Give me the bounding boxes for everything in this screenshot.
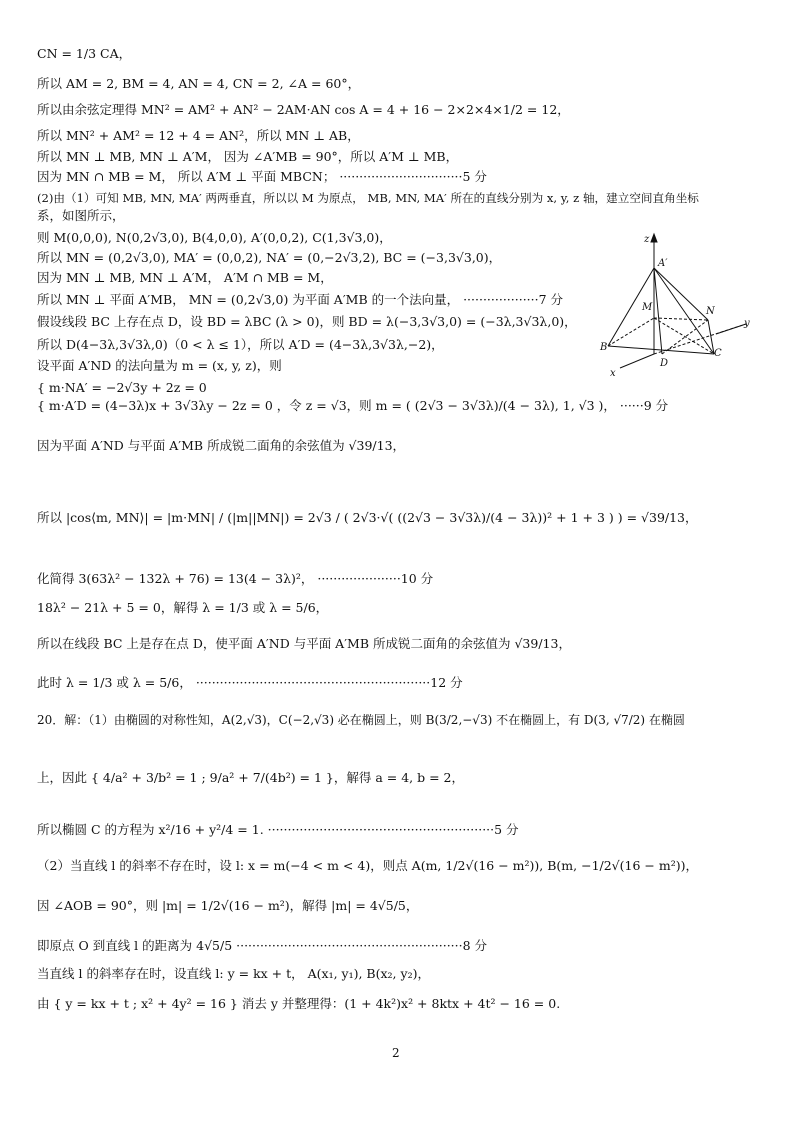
label-x: x <box>610 368 616 378</box>
line-19: 所以 |cos⟨m, MN⟩| = |m·MN| / (|m||MN|) = 2√3 / ( 2√3·√( ((2√3 − 3√3λ)/(4 − 3λ))² + 1 + 3 ) ) = √39/13， <box>37 510 698 525</box>
edge-M-C <box>654 318 714 354</box>
edge-B-M <box>608 318 654 346</box>
line-28: 因 ∠AOB = 90°，则 |m| = 1/2√(16 − m²)，解得 |m| = 4√5/5， <box>37 898 419 913</box>
line-20: 化简得 3(63λ² − 132λ + 76) = 13(4 − 3λ)²， ·····················10 分 <box>37 571 434 586</box>
line-23: 此时 λ = 1/3 或 λ = 5/6， ···························································12 分 <box>37 675 463 690</box>
coordinate-figure <box>596 228 766 378</box>
line-31: 由 { y = kx + t ; x² + 4y² = 16 } 消去 y 并整理得：(1 + 4k²)x² + 8ktx + 4t² − 16 = 0. <box>37 996 561 1011</box>
edge-A-C <box>654 268 714 354</box>
label-B: B <box>600 342 608 353</box>
line-8: 系，如图所示， <box>37 208 125 223</box>
label-D: D <box>660 358 669 369</box>
label-y: y <box>744 318 750 329</box>
line-27: （2）当直线 l 的斜率不存在时，设 l: x = m(−4 < m < 4)，则点 A(m, 1/2√(16 − m²)), B(m, −1/2√(16 − m²))， <box>37 858 698 873</box>
line-22: 所以在线段 BC 上是存在点 D，使平面 A′ND 与平面 A′MB 所成锐二面角的余弦值为 √39/13， <box>37 636 571 651</box>
line-16: { m·NA′ = −2√3y + 2z = 0 <box>37 380 207 395</box>
line-6: 因为 MN ∩ MB = M， 所以 A′M ⊥ 平面 MBCN； ·······························5 分 <box>37 169 487 184</box>
line-2: 所以 AM = 2, BM = 4, AN = 4, CN = 2, ∠A = 60°， <box>37 76 361 91</box>
line-17: { m·A′D = (4−3λ)x + 3√3λy − 2z = 0 ，令 z = √3，则 m = ( (2√3 − 3√3λ)/(4 − 3λ), 1, √3 )， ······9 分 <box>37 398 669 413</box>
page-number: 2 <box>392 1046 400 1060</box>
line-12: 所以 MN ⊥ 平面 A′MB， MN = (0,2√3,0) 为平面 A′MB 的一个法向量， ···················7 分 <box>37 292 564 307</box>
line-9: 则 M(0,0,0), N(0,2√3,0), B(4,0,0), A′(0,0,2), C(1,3√3,0)， <box>37 230 392 245</box>
line-4: 所以 MN² + AM² = 12 + 4 = AN²，所以 MN ⊥ AB， <box>37 128 360 143</box>
line-3: 所以由余弦定理得 MN² = AM² + AN² − 2AM·AN cos A = 4 + 16 − 2×2×4×1/2 = 12， <box>37 102 570 117</box>
edge-M-N <box>654 318 708 320</box>
line-5: 所以 MN ⊥ MB, MN ⊥ A′M， 因为 ∠A′MB = 90°，所以 A′M ⊥ MB， <box>37 149 459 164</box>
line-25: 上，因此 { 4/a² + 3/b² = 1 ; 9/a² + 7/(4b²) = 1 }，解得 a = 4, b = 2， <box>37 770 465 785</box>
line-26: 所以椭圆 C 的方程为 x²/16 + y²/4 = 1. ·························································5 分 <box>37 822 519 837</box>
y-axis <box>716 324 746 334</box>
line-14: 所以 D(4−3λ,3√3λ,0)（0 < λ ≤ 1），所以 A′D = (4−3λ,3√3λ,−2)， <box>37 337 444 352</box>
line-24: 20．解：（1）由椭圆的对称性知，A(2,√3)，C(−2,√3) 必在椭圆上，则 B(3/2,−√3) 不在椭圆上，有 D(3, √7/2) 在椭圆 <box>37 713 685 727</box>
line-21: 18λ² − 21λ + 5 = 0，解得 λ = 1/3 或 λ = 5/6， <box>37 600 329 615</box>
line-10: 所以 MN = (0,2√3,0), MA′ = (0,0,2), NA′ = (0,−2√3,2), BC = (−3,3√3,0)， <box>37 250 502 265</box>
label-N: N <box>706 306 715 317</box>
line-29: 即原点 O 到直线 l 的距离为 4√5/5 ·························································8 分 <box>37 938 488 953</box>
edge-A-D <box>654 268 662 354</box>
z-arrow <box>651 234 657 242</box>
line-13: 假设线段 BC 上存在点 D，设 BD = λBC (λ > 0)，则 BD = λ(−3,3√3,0) = (−3λ,3√3λ,0)， <box>37 314 577 329</box>
label-C: C <box>714 348 722 359</box>
line-30: 当直线 l 的斜率存在时，设直线 l: y = kx + t， A(x₁, y₁), B(x₂, y₂)， <box>37 966 430 981</box>
line-15: 设平面 A′ND 的法向量为 m = (x, y, z)，则 <box>37 358 282 373</box>
line-7: (2)由（1）可知 MB, MN, MA′ 两两垂直，所以以 M 为原点， MB, MN, MA′ 所在的直线分别为 x, y, z 轴，建立空间直角坐标 <box>37 191 699 205</box>
line-18: 因为平面 A′ND 与平面 A′MB 所成锐二面角的余弦值为 √39/13， <box>37 438 406 453</box>
label-M: M <box>642 302 653 313</box>
line-1: CN = 1/3 CA， <box>37 46 132 61</box>
label-A-prime: A′ <box>658 258 668 269</box>
edge-A-N <box>654 268 708 320</box>
label-z: z <box>644 234 650 245</box>
x-axis <box>620 354 654 368</box>
line-11: 因为 MN ⊥ MB, MN ⊥ A′M， A′M ∩ MB = M， <box>37 270 333 285</box>
